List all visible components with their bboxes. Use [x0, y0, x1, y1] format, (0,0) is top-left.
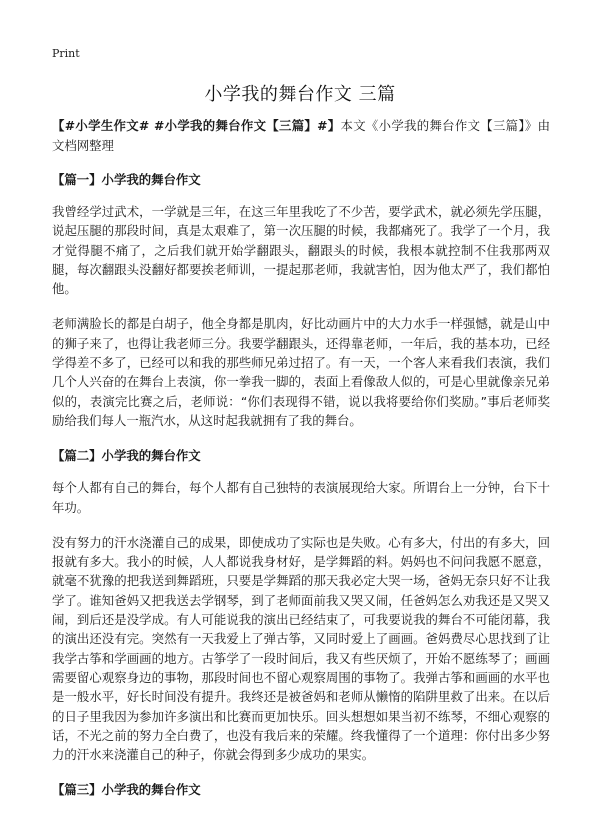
- article-source: 本文《小学我的舞台作文【三篇】》由文档网整理: [52, 118, 550, 153]
- print-link[interactable]: Print: [52, 47, 80, 60]
- section-heading: 【篇二】小学我的舞台作文: [52, 448, 201, 464]
- section-1: [52, 170, 550, 430]
- paragraph: 没有努力的汗水浇灌自己的成果，即使成功了实际也是失败。心有多大，付出的有多大，回报就有多大。我小的时候，人人都说我身材好，是学舞蹈的料。妈妈也不问问我愿不愿意，就毫不犹豫的把我送到舞蹈班，只要是学舞蹈的那天我必定大哭一场，爸妈无奈只好不让我学了。谁知爸妈又把我送去学钢琴，到了老师面前我又哭又闹，任爸妈怎么劝我还是又哭又闹，到后还是没学成。有人可能说我的演出已经结束了，可我要说我的舞台不可能闭幕，我的演出还没有完。突然有一天我爱上了弹古筝，又同时爱上了画画。爸妈费尽心思找到了让我学古筝和学画画的地方。古筝学了一段时间后，我又有些厌烦了，开始不愿练琴了；画画需要留心观察身边的事物，那段时间也不留心观察周围的事物了。我弹古筝和画画的水平也是一般水平，好长时间没有提升。我终还是被爸妈和老师从懒惰的陷阱里救了出来。在以后的日子里我因为参加许多演出和比赛而更加快乐。回头想想如果当初不练琴，不细心观察的话，不光之前的努力全白费了，也没有我后来的荣耀。终我懂得了一个道理：你付出多少努力的汗水来浇灌自己的种子，你就会得到多少成功的果实。: [52, 534, 550, 763]
- document-body: [52, 116, 550, 812]
- section-3: [52, 780, 550, 800]
- section-2: [52, 446, 550, 764]
- section-heading: 【篇三】小学我的舞台作文: [52, 782, 201, 798]
- paragraph: 我曾经学过武术，一学就是三年，在这三年里我吃了不少苦，要学武术，就必须先学压腿，说起压腿的那段时间，真是太艰难了，第一次压腿的时候，我都痛死了。我学了一个月，我才觉得腿不痛了，之后我们就开始学翻跟头，翻跟头的时候，我根本就控制不住我那两双腿，每次翻跟头没翻好都要挨老师训，一提起那老师，我就害怕，因为他太严了，我们都怕他。: [52, 204, 550, 297]
- page-title: 小学我的舞台作文 三篇: [204, 84, 396, 105]
- paragraph: 老师满脸长的都是白胡子，他全身都是肌肉，好比动画片中的大力水手一样强憾，就是山中的狮子来了，也得让我老师三分。我要学翻跟头，还得靠老师，一年后，我的基本功，已经学得差不多了，已经可以和我的那些师兄弟过招了。有一天，一个客人来看我们表演，我们几个人兴奋的在舞台上表演，你一拳我一脚的，表面上看像敌人似的，可是心里就像亲兄弟似的，表演完比赛之后，老师说：“你们表现得不错，说以我将要给你们奖励。”事后老师奖励给我们每人一瓶汽水，从这时起我就拥有了我的舞台。: [52, 316, 550, 428]
- section-heading: 【篇一】小学我的舞台作文: [52, 172, 201, 187]
- article-tags: 【#小学生作文# #小学我的舞台作文【三篇】#】: [52, 118, 341, 133]
- paragraph: 每个人都有自己的舞台，每个人都有自己独特的表演展现给大家。所谓台上一分钟，台下十年功。: [52, 480, 550, 515]
- article-meta: [52, 116, 550, 156]
